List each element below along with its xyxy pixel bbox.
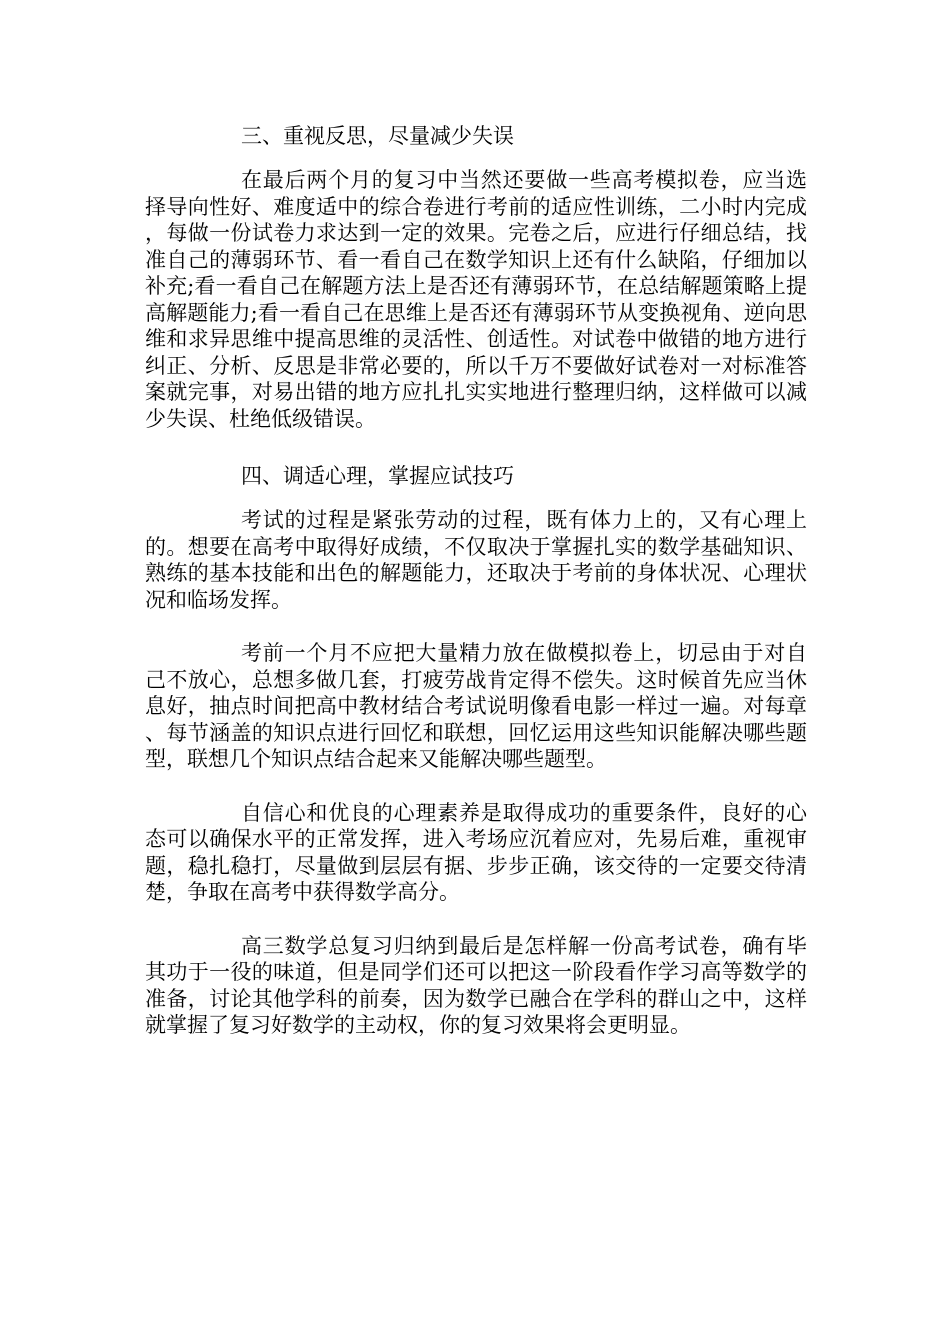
document-page xyxy=(145,120,807,1039)
paragraph: 高三数学总复习归纳到最后是怎样解一份高考试卷，确有毕其功于一役的味道，但是同学们还可以把这一阶段看作学习高等数学的准备，讨论其他学科的前奏，因为数学已融合在学科的群山之中，这样就掌握了复习好数学的主动权，你的复习效果将会更明显。 xyxy=(145,933,807,1037)
paragraph: 在最后两个月的复习中当然还要做一些高考模拟卷，应当选择导向性好、难度适中的综合卷进行考前的适应性训练，二小时内完成，每做一份试卷力求达到一定的效果。完卷之后，应进行仔细总结，找准自己的薄弱环节、看一看自己在数学知识上还有什么缺陷，仔细加以补充;看一看自己在解题方法上是否还有薄弱环节，在总结解题策略上提高解题能力;看一看自己在思维上是否还有薄弱环节从变换视角、逆向思维和求异思维中提高思维的灵活性、创适性。对试卷中做错的地方进行纠正、分析、反思是非常必要的，所以千万不要做好试卷对一对标准答案就完事，对易出错的地方应扎扎实实地进行整理归纳，这样做可以减少失误、杜绝低级错误。 xyxy=(145,168,807,431)
paragraph: 考试的过程是紧张劳动的过程，既有体力上的，又有心理上的。想要在高考中取得好成绩，不仅取决于掌握扎实的数学基础知识、熟练的基本技能和出色的解题能力，还取决于考前的身体状况、心理状况和临场发挥。 xyxy=(145,508,807,612)
paragraph: 考前一个月不应把大量精力放在做模拟卷上，切忌由于对自己不放心，总想多做几套，打疲劳战肯定得不偿失。这时候首先应当休息好，抽点时间把高中教材结合考试说明像看电影一样过一遍。对每章、每节涵盖的知识点进行回忆和联想，回忆运用这些知识能解决哪些题型，联想几个知识点结合起来又能解决哪些题型。 xyxy=(145,641,807,771)
paragraph: 自信心和优良的心理素养是取得成功的重要条件，良好的心态可以确保水平的正常发挥，进入考场应沉着应对，先易后难，重视审题，稳扎稳打，尽量做到层层有据、步步正确，该交待的一定要交待清楚，争取在高考中获得数学高分。 xyxy=(145,800,807,904)
section-heading: 三、重视反思，尽量减少失误 xyxy=(241,124,514,148)
section-heading: 四、调适心理，掌握应试技巧 xyxy=(241,464,514,488)
